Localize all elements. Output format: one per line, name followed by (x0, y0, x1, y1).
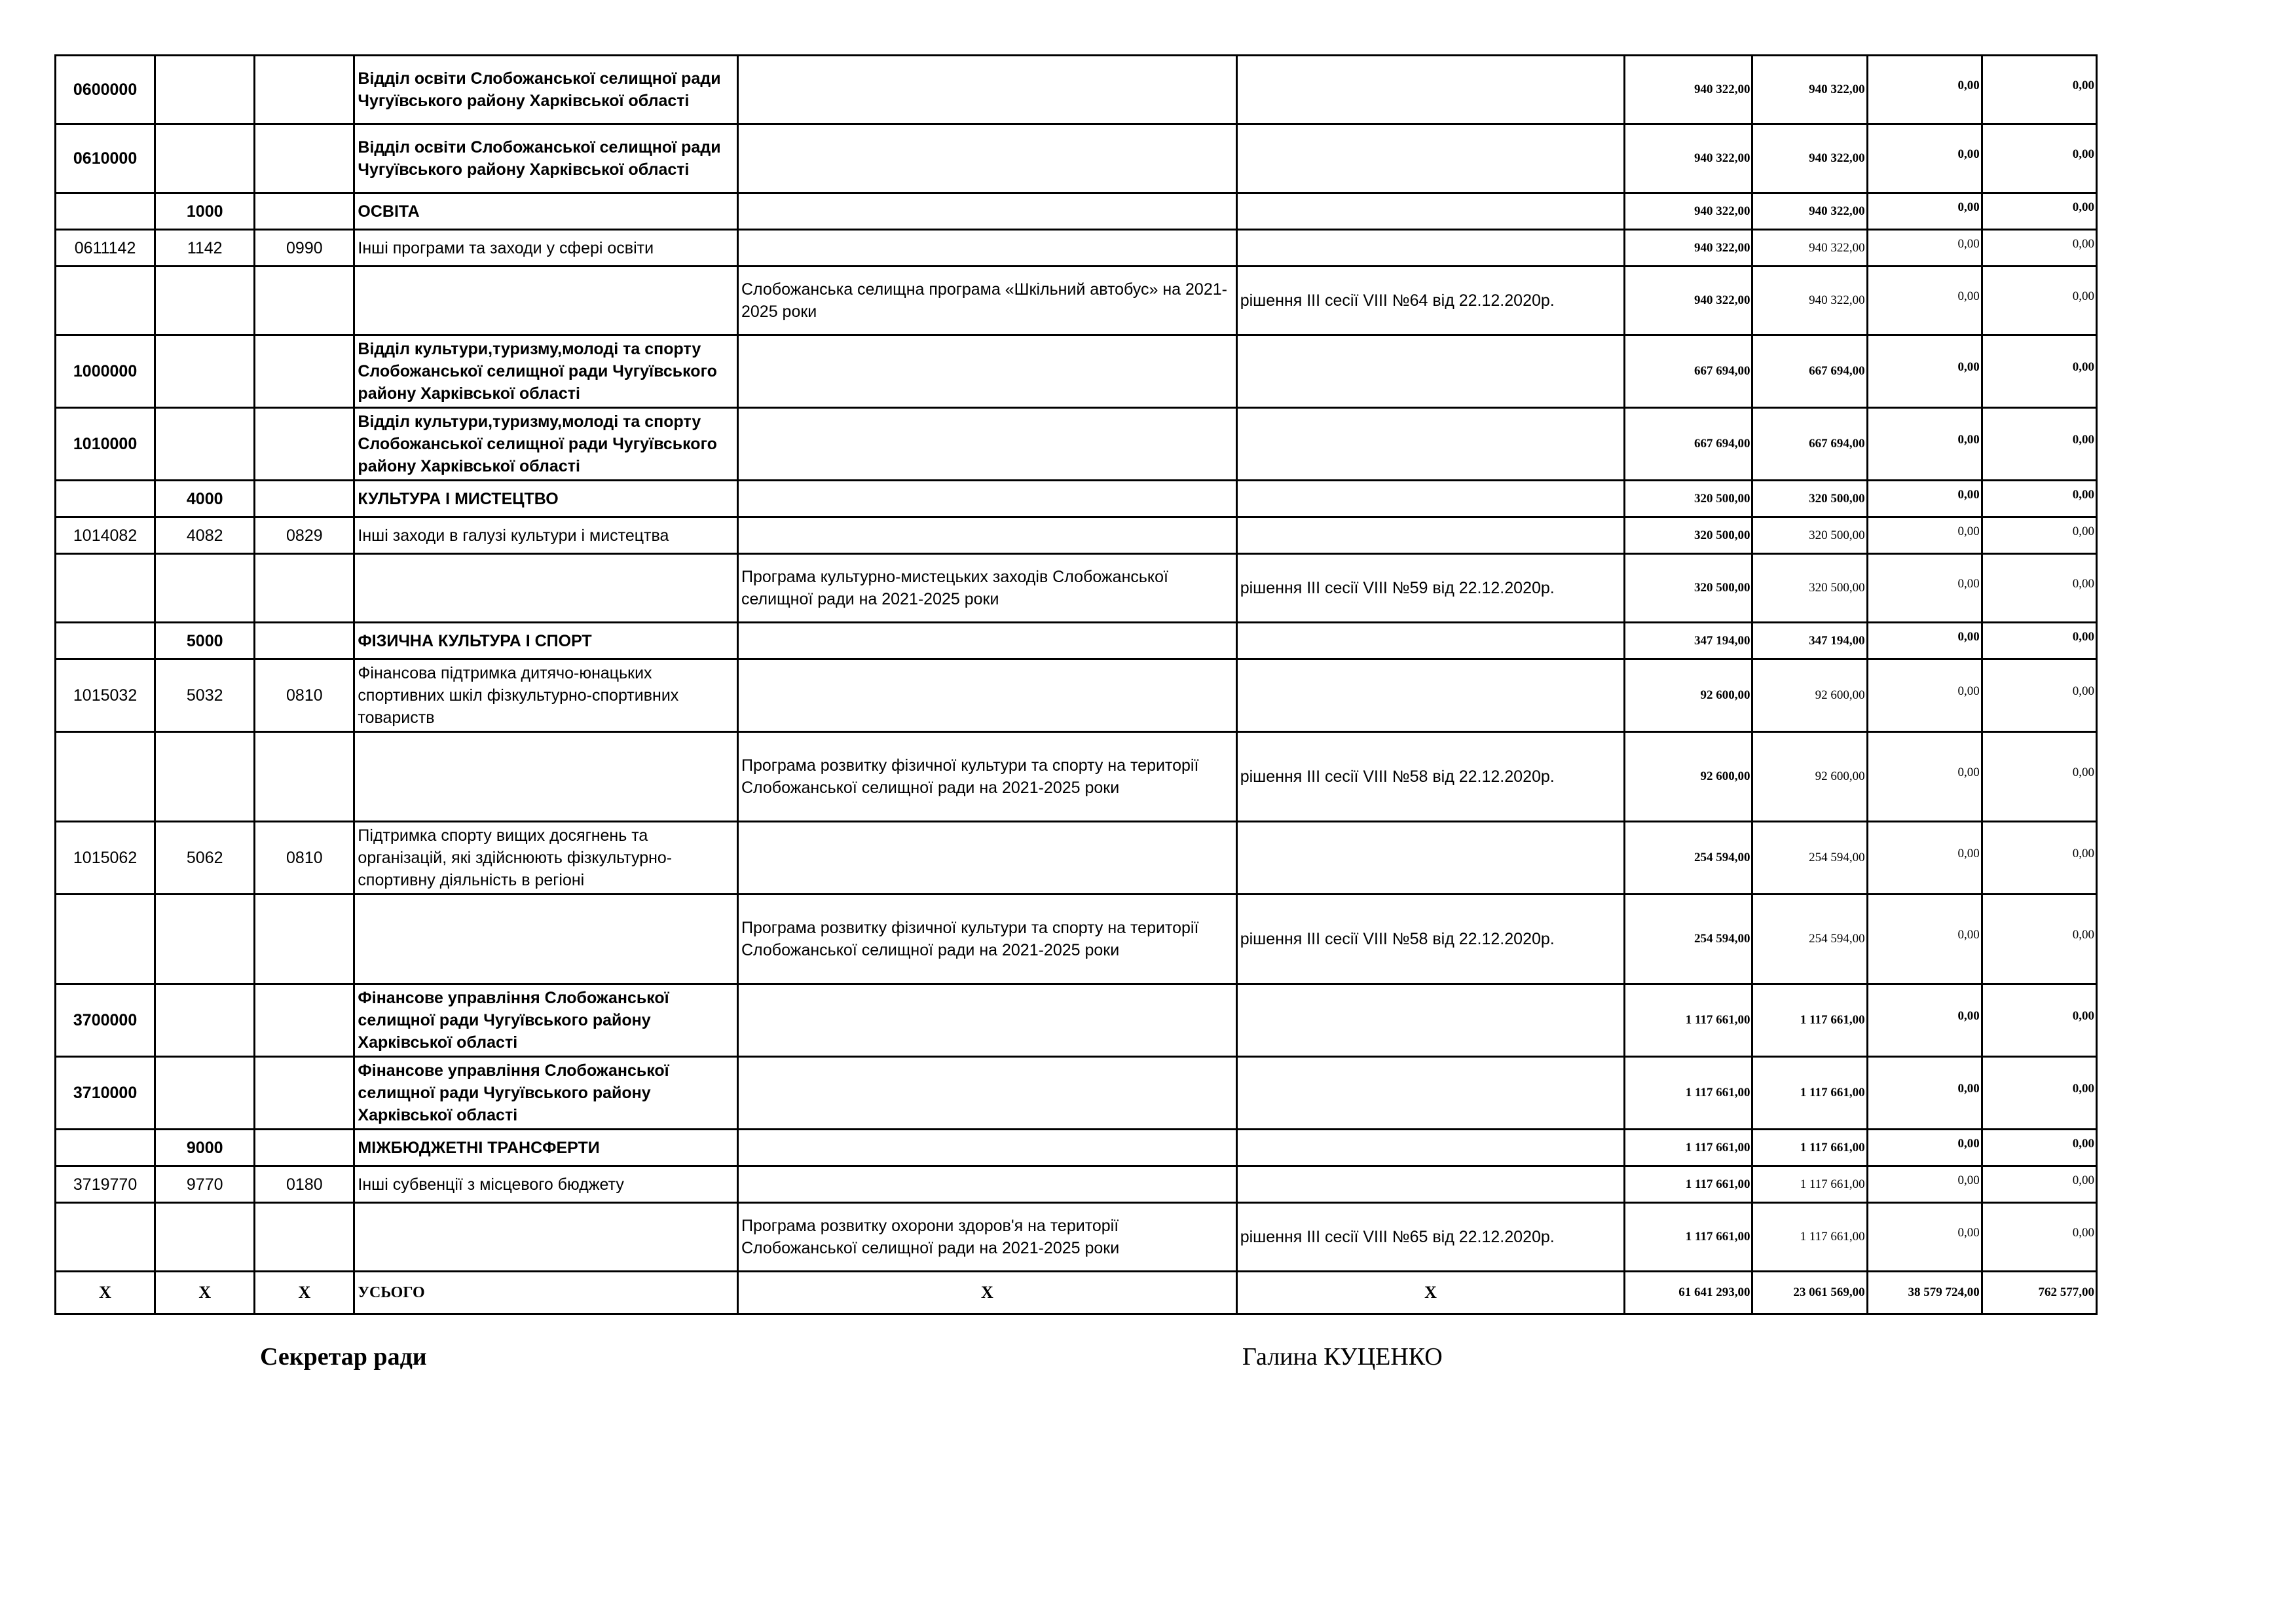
code-kfk (255, 124, 354, 193)
total-value: 940 322,00 (1625, 56, 1752, 124)
total-value: 667 694,00 (1625, 408, 1752, 481)
total-value: 940 322,00 (1625, 124, 1752, 193)
special-fund-value: 0,00 (1867, 189, 1982, 226)
code-kfk (255, 732, 354, 822)
program-cell (737, 193, 1236, 230)
total-value: 320 500,00 (1625, 554, 1752, 623)
code-kfkvk: 1142 (155, 230, 255, 267)
code-kfk: 0990 (255, 230, 354, 267)
table-row (56, 335, 2097, 408)
development-value: 0,00 (1982, 891, 2096, 980)
program-cell (737, 1057, 1236, 1130)
code-kfk: 0829 (255, 517, 354, 554)
decision-cell (1236, 659, 1625, 732)
name-cell: КУЛЬТУРА І МИСТЕЦТВО (354, 481, 738, 517)
table-row (56, 1166, 2097, 1203)
total-value: 1 117 661,00 (1625, 1166, 1752, 1203)
total-general-fund-value: 23 061 569,00 (1752, 1272, 1867, 1314)
decision-cell: рішення ІІІ сесії VІІІ №64 від 22.12.2020р. (1236, 267, 1625, 335)
code-kfk (255, 56, 354, 124)
code-kpkvk (56, 554, 155, 623)
development-value: 0,00 (1982, 120, 2096, 189)
development-value: 0,00 (1982, 477, 2096, 513)
general-fund-value: 1 117 661,00 (1752, 1130, 1867, 1166)
development-value: 0,00 (1982, 655, 2096, 728)
general-fund-value: 320 500,00 (1752, 554, 1867, 623)
general-fund-value: 320 500,00 (1752, 481, 1867, 517)
decision-cell (1236, 984, 1625, 1057)
table-row (56, 895, 2097, 984)
total-value: 254 594,00 (1625, 822, 1752, 895)
decision-cell (1236, 408, 1625, 481)
code-kfk (255, 623, 354, 659)
code-kpkvk (56, 193, 155, 230)
program-cell (737, 481, 1236, 517)
development-value: 0,00 (1982, 263, 2096, 331)
code-kfkvk (155, 335, 255, 408)
total-code-kfk: Х (255, 1272, 354, 1314)
code-kfk (255, 408, 354, 481)
development-value: 0,00 (1982, 189, 2096, 226)
code-kpkvk: 1015032 (56, 659, 155, 732)
special-fund-value: 0,00 (1867, 477, 1982, 513)
total-value: 940 322,00 (1625, 267, 1752, 335)
general-fund-value: 940 322,00 (1752, 267, 1867, 335)
code-kfkvk (155, 408, 255, 481)
name-cell: МІЖБЮДЖЕТНІ ТРАНСФЕРТИ (354, 1130, 738, 1166)
development-value: 0,00 (1982, 619, 2096, 655)
special-fund-value: 0,00 (1867, 1053, 1982, 1126)
decision-cell (1236, 1130, 1625, 1166)
code-kfkvk: 5062 (155, 822, 255, 895)
development-value: 0,00 (1982, 331, 2096, 404)
table-row (56, 124, 2097, 193)
table-row (56, 56, 2097, 124)
code-kfk (255, 193, 354, 230)
development-value: 0,00 (1982, 1053, 2096, 1126)
name-cell: Підтримка спорту вищих досягнень та організацій, які здійснюють фізкультурно-спортивну діяльність в регіоні (354, 822, 738, 895)
decision-cell: рішення ІІІ сесії VІІІ №59 від 22.12.2020р. (1236, 554, 1625, 623)
code-kfk (255, 984, 354, 1057)
general-fund-value: 1 117 661,00 (1752, 1203, 1867, 1272)
total-name-cell: УСЬОГО (354, 1272, 738, 1314)
table-row (56, 1203, 2097, 1272)
name-cell (354, 732, 738, 822)
table-row (56, 408, 2097, 481)
program-cell (737, 335, 1236, 408)
decision-cell (1236, 335, 1625, 408)
general-fund-value: 347 194,00 (1752, 623, 1867, 659)
total-value: 940 322,00 (1625, 193, 1752, 230)
total-value: 92 600,00 (1625, 732, 1752, 822)
code-kfk (255, 335, 354, 408)
decision-cell: рішення ІІІ сесії VІІІ №58 від 22.12.2020р. (1236, 895, 1625, 984)
total-development-value: 762 577,00 (1982, 1272, 2096, 1314)
code-kfkvk (155, 1057, 255, 1130)
special-fund-value: 0,00 (1867, 1162, 1982, 1199)
signature-title: Секретар ради (260, 1343, 427, 1371)
total-value: 1 117 661,00 (1625, 1057, 1752, 1130)
name-cell: Відділ освіти Слобожанської селищної ради Чугуївського району Харківської області (354, 124, 738, 193)
program-cell: Програма розвитку фізичної культури та спорту на території Слобожанської селищної ради на 2021-2025 роки (737, 732, 1236, 822)
general-fund-value: 1 117 661,00 (1752, 984, 1867, 1057)
general-fund-value: 940 322,00 (1752, 230, 1867, 267)
code-kfkvk: 5000 (155, 623, 255, 659)
development-value: 0,00 (1982, 52, 2096, 120)
development-value: 0,00 (1982, 550, 2096, 619)
code-kfkvk: 4000 (155, 481, 255, 517)
special-fund-value: 0,00 (1867, 513, 1982, 550)
total-value: 320 500,00 (1625, 481, 1752, 517)
name-cell: Інші субвенції з місцевого бюджету (354, 1166, 738, 1203)
total-decision-cell: Х (1236, 1272, 1625, 1314)
table-row (56, 267, 2097, 335)
total-code-kfkvk: Х (155, 1272, 255, 1314)
special-fund-value: 0,00 (1867, 980, 1982, 1053)
name-cell (354, 1203, 738, 1272)
code-kfk: 0810 (255, 822, 354, 895)
code-kfkvk: 4082 (155, 517, 255, 554)
total-value: 1 117 661,00 (1625, 1130, 1752, 1166)
code-kfkvk: 9000 (155, 1130, 255, 1166)
general-fund-value: 940 322,00 (1752, 56, 1867, 124)
program-cell (737, 56, 1236, 124)
decision-cell (1236, 517, 1625, 554)
code-kfk (255, 1057, 354, 1130)
table-row (56, 732, 2097, 822)
code-kpkvk (56, 895, 155, 984)
signature-name: Галина КУЦЕНКО (1242, 1343, 1443, 1371)
special-fund-value: 0,00 (1867, 120, 1982, 189)
special-fund-value: 0,00 (1867, 52, 1982, 120)
decision-cell (1236, 56, 1625, 124)
program-cell: Слобожанська селищна програма «Шкільний автобус» на 2021-2025 роки (737, 267, 1236, 335)
table-row (56, 1057, 2097, 1130)
code-kpkvk (56, 481, 155, 517)
code-kfk (255, 1130, 354, 1166)
development-value: 0,00 (1982, 818, 2096, 891)
code-kfkvk (155, 267, 255, 335)
table-row (56, 193, 2097, 230)
total-total-value: 61 641 293,00 (1625, 1272, 1752, 1314)
code-kfkvk (155, 124, 255, 193)
general-fund-value: 667 694,00 (1752, 408, 1867, 481)
code-kpkvk (56, 623, 155, 659)
total-program-cell: Х (737, 1272, 1236, 1314)
general-fund-value: 1 117 661,00 (1752, 1166, 1867, 1203)
name-cell: Інші заходи в галузі культури і мистецтва (354, 517, 738, 554)
budget-programs-table (54, 54, 2098, 1315)
code-kpkvk: 0610000 (56, 124, 155, 193)
code-kfkvk: 9770 (155, 1166, 255, 1203)
decision-cell: рішення ІІІ сесії VІІІ №65 від 22.12.2020р. (1236, 1203, 1625, 1272)
development-value: 0,00 (1982, 404, 2096, 477)
code-kfkvk (155, 732, 255, 822)
development-value: 0,00 (1982, 1162, 2096, 1199)
code-kpkvk: 3719770 (56, 1166, 155, 1203)
code-kfk (255, 1203, 354, 1272)
code-kfkvk (155, 554, 255, 623)
total-value: 320 500,00 (1625, 517, 1752, 554)
decision-cell (1236, 1057, 1625, 1130)
program-cell: Програма культурно-мистецьких заходів Слобожанської селищної ради на 2021-2025 роки (737, 554, 1236, 623)
program-cell (737, 517, 1236, 554)
program-cell (737, 623, 1236, 659)
program-cell: Програма розвитку фізичної культури та спорту на території Слобожанської селищної ради на 2021-2025 роки (737, 895, 1236, 984)
name-cell (354, 554, 738, 623)
total-value: 1 117 661,00 (1625, 1203, 1752, 1272)
program-cell (737, 1130, 1236, 1166)
special-fund-value: 0,00 (1867, 404, 1982, 477)
decision-cell (1236, 623, 1625, 659)
table-row (56, 230, 2097, 267)
name-cell: Фінансова підтримка дитячо-юнацьких спортивних шкіл фізкультурно-спортивних товариств (354, 659, 738, 732)
code-kfk: 0180 (255, 1166, 354, 1203)
name-cell: Фінансове управління Слобожанської селищної ради Чугуївського району Харківської області (354, 984, 738, 1057)
code-kfk (255, 554, 354, 623)
total-code-kpkvk: Х (56, 1272, 155, 1314)
development-value: 0,00 (1982, 226, 2096, 263)
table-row (56, 623, 2097, 659)
code-kfkvk (155, 1203, 255, 1272)
general-fund-value: 940 322,00 (1752, 124, 1867, 193)
table-row (56, 659, 2097, 732)
program-cell (737, 1166, 1236, 1203)
total-value: 347 194,00 (1625, 623, 1752, 659)
special-fund-value: 0,00 (1867, 1199, 1982, 1268)
code-kpkvk: 1000000 (56, 335, 155, 408)
code-kfkvk (155, 984, 255, 1057)
general-fund-value: 320 500,00 (1752, 517, 1867, 554)
code-kpkvk (56, 1130, 155, 1166)
name-cell: Фінансове управління Слобожанської селищної ради Чугуївського району Харківської області (354, 1057, 738, 1130)
code-kpkvk: 0600000 (56, 56, 155, 124)
general-fund-value: 1 117 661,00 (1752, 1057, 1867, 1130)
table-row (56, 984, 2097, 1057)
decision-cell (1236, 124, 1625, 193)
name-cell: Відділ освіти Слобожанської селищної ради Чугуївського району Харківської області (354, 56, 738, 124)
general-fund-value: 940 322,00 (1752, 193, 1867, 230)
code-kfkvk (155, 56, 255, 124)
decision-cell (1236, 1166, 1625, 1203)
decision-cell (1236, 230, 1625, 267)
special-fund-value: 0,00 (1867, 655, 1982, 728)
total-special-fund-value: 38 579 724,00 (1867, 1272, 1982, 1314)
development-value: 0,00 (1982, 728, 2096, 818)
program-cell (737, 822, 1236, 895)
program-cell (737, 659, 1236, 732)
total-value: 254 594,00 (1625, 895, 1752, 984)
code-kpkvk: 0611142 (56, 230, 155, 267)
name-cell (354, 895, 738, 984)
total-value: 940 322,00 (1625, 230, 1752, 267)
decision-cell (1236, 481, 1625, 517)
special-fund-value: 0,00 (1867, 818, 1982, 891)
decision-cell (1236, 193, 1625, 230)
special-fund-value: 0,00 (1867, 619, 1982, 655)
general-fund-value: 667 694,00 (1752, 335, 1867, 408)
code-kpkvk: 1015062 (56, 822, 155, 895)
code-kfk: 0810 (255, 659, 354, 732)
code-kpkvk (56, 267, 155, 335)
development-value: 0,00 (1982, 513, 2096, 550)
program-cell: Програма розвитку охорони здоров'я на території Слобожанської селищної ради на 2021-2025 роки (737, 1203, 1236, 1272)
name-cell: ФІЗИЧНА КУЛЬТУРА І СПОРТ (354, 623, 738, 659)
table-body (56, 56, 2097, 1314)
code-kpkvk: 3700000 (56, 984, 155, 1057)
code-kpkvk: 1014082 (56, 517, 155, 554)
table-row (56, 554, 2097, 623)
special-fund-value: 0,00 (1867, 263, 1982, 331)
special-fund-value: 0,00 (1867, 226, 1982, 263)
table-row (56, 517, 2097, 554)
program-cell (737, 408, 1236, 481)
special-fund-value: 0,00 (1867, 550, 1982, 619)
total-value: 1 117 661,00 (1625, 984, 1752, 1057)
general-fund-value: 92 600,00 (1752, 659, 1867, 732)
code-kpkvk (56, 732, 155, 822)
program-cell (737, 124, 1236, 193)
program-cell (737, 230, 1236, 267)
name-cell: ОСВІТА (354, 193, 738, 230)
code-kfkvk (155, 895, 255, 984)
code-kfk (255, 481, 354, 517)
name-cell: Відділ культури,туризму,молоді та спорту Слобожанської селищної ради Чугуївського району Харківської області (354, 335, 738, 408)
development-value: 0,00 (1982, 980, 2096, 1053)
special-fund-value: 0,00 (1867, 728, 1982, 818)
code-kfk (255, 895, 354, 984)
name-cell: Відділ культури,туризму,молоді та спорту Слобожанської селищної ради Чугуївського району Харківської області (354, 408, 738, 481)
code-kpkvk: 3710000 (56, 1057, 155, 1130)
code-kpkvk (56, 1203, 155, 1272)
special-fund-value: 0,00 (1867, 331, 1982, 404)
general-fund-value: 92 600,00 (1752, 732, 1867, 822)
development-value: 0,00 (1982, 1126, 2096, 1162)
code-kpkvk: 1010000 (56, 408, 155, 481)
general-fund-value: 254 594,00 (1752, 822, 1867, 895)
decision-cell (1236, 822, 1625, 895)
special-fund-value: 0,00 (1867, 1126, 1982, 1162)
name-cell (354, 267, 738, 335)
table-row (56, 481, 2097, 517)
total-value: 92 600,00 (1625, 659, 1752, 732)
total-row (56, 1272, 2097, 1314)
development-value: 0,00 (1982, 1199, 2096, 1268)
program-cell (737, 984, 1236, 1057)
general-fund-value: 254 594,00 (1752, 895, 1867, 984)
table-row (56, 822, 2097, 895)
code-kfk (255, 267, 354, 335)
table-row (56, 1130, 2097, 1166)
special-fund-value: 0,00 (1867, 891, 1982, 980)
code-kfkvk: 5032 (155, 659, 255, 732)
total-value: 667 694,00 (1625, 335, 1752, 408)
decision-cell: рішення ІІІ сесії VІІІ №58 від 22.12.2020р. (1236, 732, 1625, 822)
code-kfkvk: 1000 (155, 193, 255, 230)
name-cell: Інші програми та заходи у сфері освіти (354, 230, 738, 267)
